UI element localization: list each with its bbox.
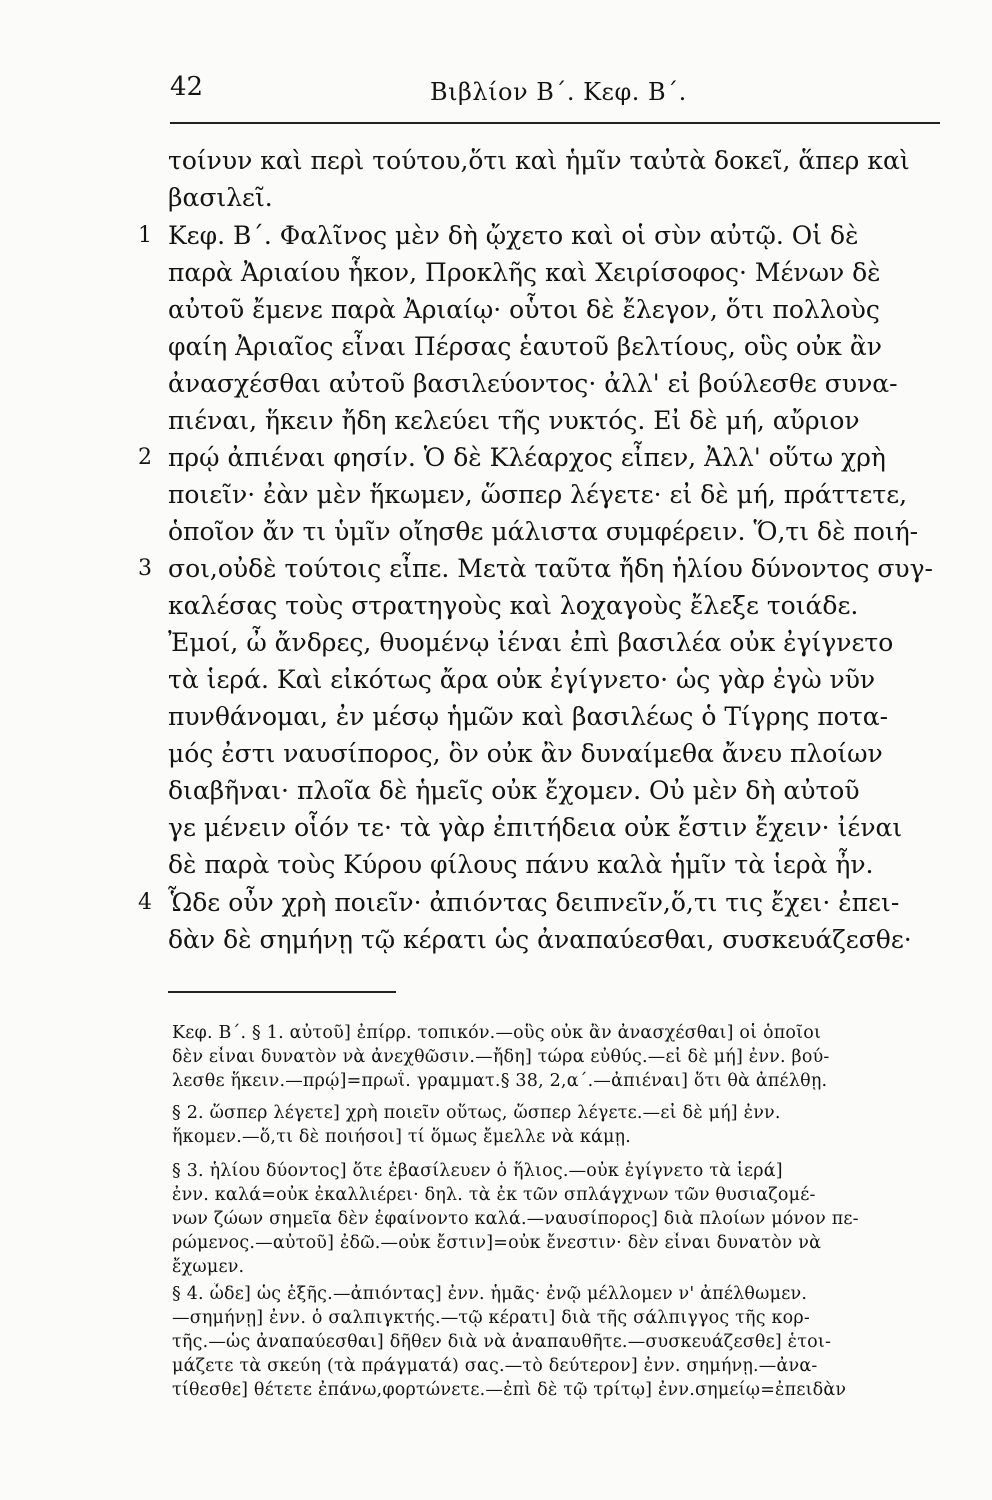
text-line: διαβῆναι· πλοῖα δὲ ἡμεῖς οὐκ ἔχομεν. Οὐ μὲν δὴ αὐτοῦ	[168, 776, 860, 805]
footnote-line: § 2. ὥσπερ λέγετε] χρὴ ποιεῖν οὕτως, ὥσπερ λέγετε.—εἰ δὲ μή] ἐνν.	[172, 1103, 781, 1123]
footnote-line: τίθεσθε] θέτετε ἐπάνω,φορτώνετε.—ἐπὶ δὲ τῷ τρίτῳ] ἐνν.σημείῳ=ἐπειδὰν	[172, 1380, 847, 1400]
running-title: Βιβλίον Β΄. Κεφ. Β΄.	[430, 78, 687, 106]
page-header	[0, 0, 992, 130]
footnote-line: —σημήνῃ] ἐνν. ὁ σαλπιγκτής.—τῷ κέρατι] διὰ τῆς σάλπιγγος τῆς κορ-	[172, 1308, 810, 1328]
footnote-line: ρώμενος.—αὐτοῦ] ἐδῶ.—οὐκ ἔστιν]=οὐκ ἔνεστιν· δὲν εἶναι δυνατὸν νὰ	[172, 1233, 822, 1253]
footnote-line: § 4. ὧδε] ὡς ἑξῆς.—ἀπιόντας] ἐνν. ἡμᾶς· ἐνῷ μέλλομεν ν' ἀπέλθωμεν.	[172, 1284, 808, 1304]
footnote-line: Κεφ. Β΄. § 1. αὐτοῦ] ἐπίρρ. τοπικόν.—οὓς οὐκ ἂν ἀνασχέσθαι] οἱ ὁποῖοι	[172, 1023, 822, 1043]
text-line: τοίνυν καὶ περὶ τούτου,ὅτι καὶ ἡμῖν ταὐτὰ δοκεῖ, ἅπερ καὶ	[168, 146, 910, 175]
footnote-line: ἐνν. καλά=οὐκ ἐκαλλιέρει· δηλ. τὰ ἐκ τῶν σπλάγχνων τῶν θυσιαζομέ-	[172, 1185, 816, 1205]
text-line: ὁποῖον ἄν τι ὑμῖν οἴησθε μάλιστα συμφέρειν. Ὅ,τι δὲ ποιή-	[168, 517, 919, 546]
footnote-line: νων ζώων σημεῖα δὲν ἐφαίνοντο καλά.—ναυσίπορος] διὰ πλοίων μόνον πε-	[172, 1209, 859, 1229]
section-number: 2	[138, 445, 152, 470]
footnote-line: δὲν εἶναι δυνατὸν νὰ ἀνεχθῶσιν.—ἤδη] τώρα εὐθύς.—εἰ δὲ μή] ἐνν. βού-	[172, 1047, 830, 1067]
footnote-rule	[168, 991, 396, 993]
text-line: αὐτοῦ ἔμενε παρὰ Ἀριαίῳ· οὗτοι δὲ ἔλεγον, ὅτι πολλοὺς	[168, 295, 880, 324]
text-line: πιέναι, ἥκειν ἤδη κελεύει τῆς νυκτός. Εἰ δὲ μή, αὔριον	[168, 406, 860, 435]
text-line: Κεφ. Β΄. Φαλῖνος μὲν δὴ ᾤχετο καὶ οἱ σὺν αὐτῷ. Οἱ δὲ	[168, 221, 859, 250]
footnote-line: λεσθε ἥκειν.—πρῴ]=πρωΐ. γραμματ.§ 38, 2,α΄.—ἀπιέναι] ὅτι θὰ ἀπέλθῃ.	[172, 1071, 828, 1091]
text-line: φαίη Ἀριαῖος εἶναι Πέρσας ἑαυτοῦ βελτίους, οὓς οὐκ ἂν	[168, 332, 882, 361]
text-line: Ἐμοί, ὦ ἄνδρες, θυομένῳ ἰέναι ἐπὶ βασιλέα οὐκ ἐγίγνετο	[168, 628, 894, 657]
text-line: Ὧδε οὖν χρὴ ποιεῖν· ἀπιόντας δειπνεῖν,ὅ,τι τις ἔχει· ἐπει-	[168, 888, 900, 917]
text-line: παρὰ Ἀριαίου ἧκον, Προκλῆς καὶ Χειρίσοφος· Μένων δὲ	[168, 258, 881, 287]
text-line: δὲ παρὰ τοὺς Κύρου φίλους πάνυ καλὰ ἡμῖν τὰ ἱερὰ ἦν.	[168, 850, 874, 879]
text-line: βασιλεῖ.	[168, 183, 273, 212]
footnote-line: ἥκομεν.—ὅ,τι δὲ ποιήσοι] τί ὅμως ἔμελλε νὰ κάμῃ.	[172, 1127, 631, 1147]
text-line: δὰν δὲ σημήνῃ τῷ κέρατι ὡς ἀναπαύεσθαι, συσκευάζεσθε·	[168, 925, 912, 954]
section-number: 4	[138, 890, 152, 915]
text-line: πρῴ ἀπιέναι φησίν. Ὁ δὲ Κλέαρχος εἶπεν, Ἀλλ' οὕτω χρὴ	[168, 443, 886, 472]
page-number: 42	[170, 72, 204, 102]
text-line: σοι,οὐδὲ τούτοις εἶπε. Μετὰ ταῦτα ἤδη ἡλίου δύνοντος συγ-	[168, 554, 934, 583]
footnote-line: ἔχωμεν.	[172, 1257, 245, 1277]
text-line: γε μένειν οἷόν τε· τὰ γὰρ ἐπιτήδεια οὐκ ἔστιν ἔχειν· ἰέναι	[168, 813, 903, 842]
footnote-line: § 3. ἡλίου δύοντος] ὅτε ἐβασίλευεν ὁ ἥλιος.—οὐκ ἐγίγνετο τὰ ἱερά]	[172, 1161, 783, 1181]
section-number: 1	[138, 223, 152, 248]
text-line: μός ἐστι ναυσίπορος, ὃν οὐκ ἂν δυναίμεθα ἄνευ πλοίων	[168, 739, 883, 768]
text-line: τὰ ἱερά. Καὶ εἰκότως ἄρα οὐκ ἐγίγνετο· ὡς γὰρ ἐγὼ νῦν	[168, 665, 876, 694]
footnote-line: τῆς.—ὡς ἀναπαύεσθαι] δῆθεν διὰ νὰ ἀναπαυθῆτε.—συσκευάζεσθε] ἑτοι-	[172, 1332, 832, 1352]
text-line: πυνθάνομαι, ἐν μέσῳ ἡμῶν καὶ βασιλέως ὁ Τίγρης ποτα-	[168, 702, 889, 731]
section-number: 3	[138, 556, 152, 581]
footnote-line: μάζετε τὰ σκεύη (τὰ πράγματά) σας.—τὸ δεύτερον] ἐνν. σημήνῃ.—ἀνα-	[172, 1356, 818, 1376]
header-rule	[170, 122, 940, 124]
text-line: ἀνασχέσθαι αὐτοῦ βασιλεύοντος· ἀλλ' εἰ βούλεσθε συνα-	[168, 369, 898, 398]
text-line: καλέσας τοὺς στρατηγοὺς καὶ λοχαγοὺς ἔλεξε τοιάδε.	[168, 591, 859, 620]
text-line: ποιεῖν· ἐὰν μὲν ἥκωμεν, ὥσπερ λέγετε· εἰ δὲ μή, πράττετε,	[168, 480, 908, 509]
